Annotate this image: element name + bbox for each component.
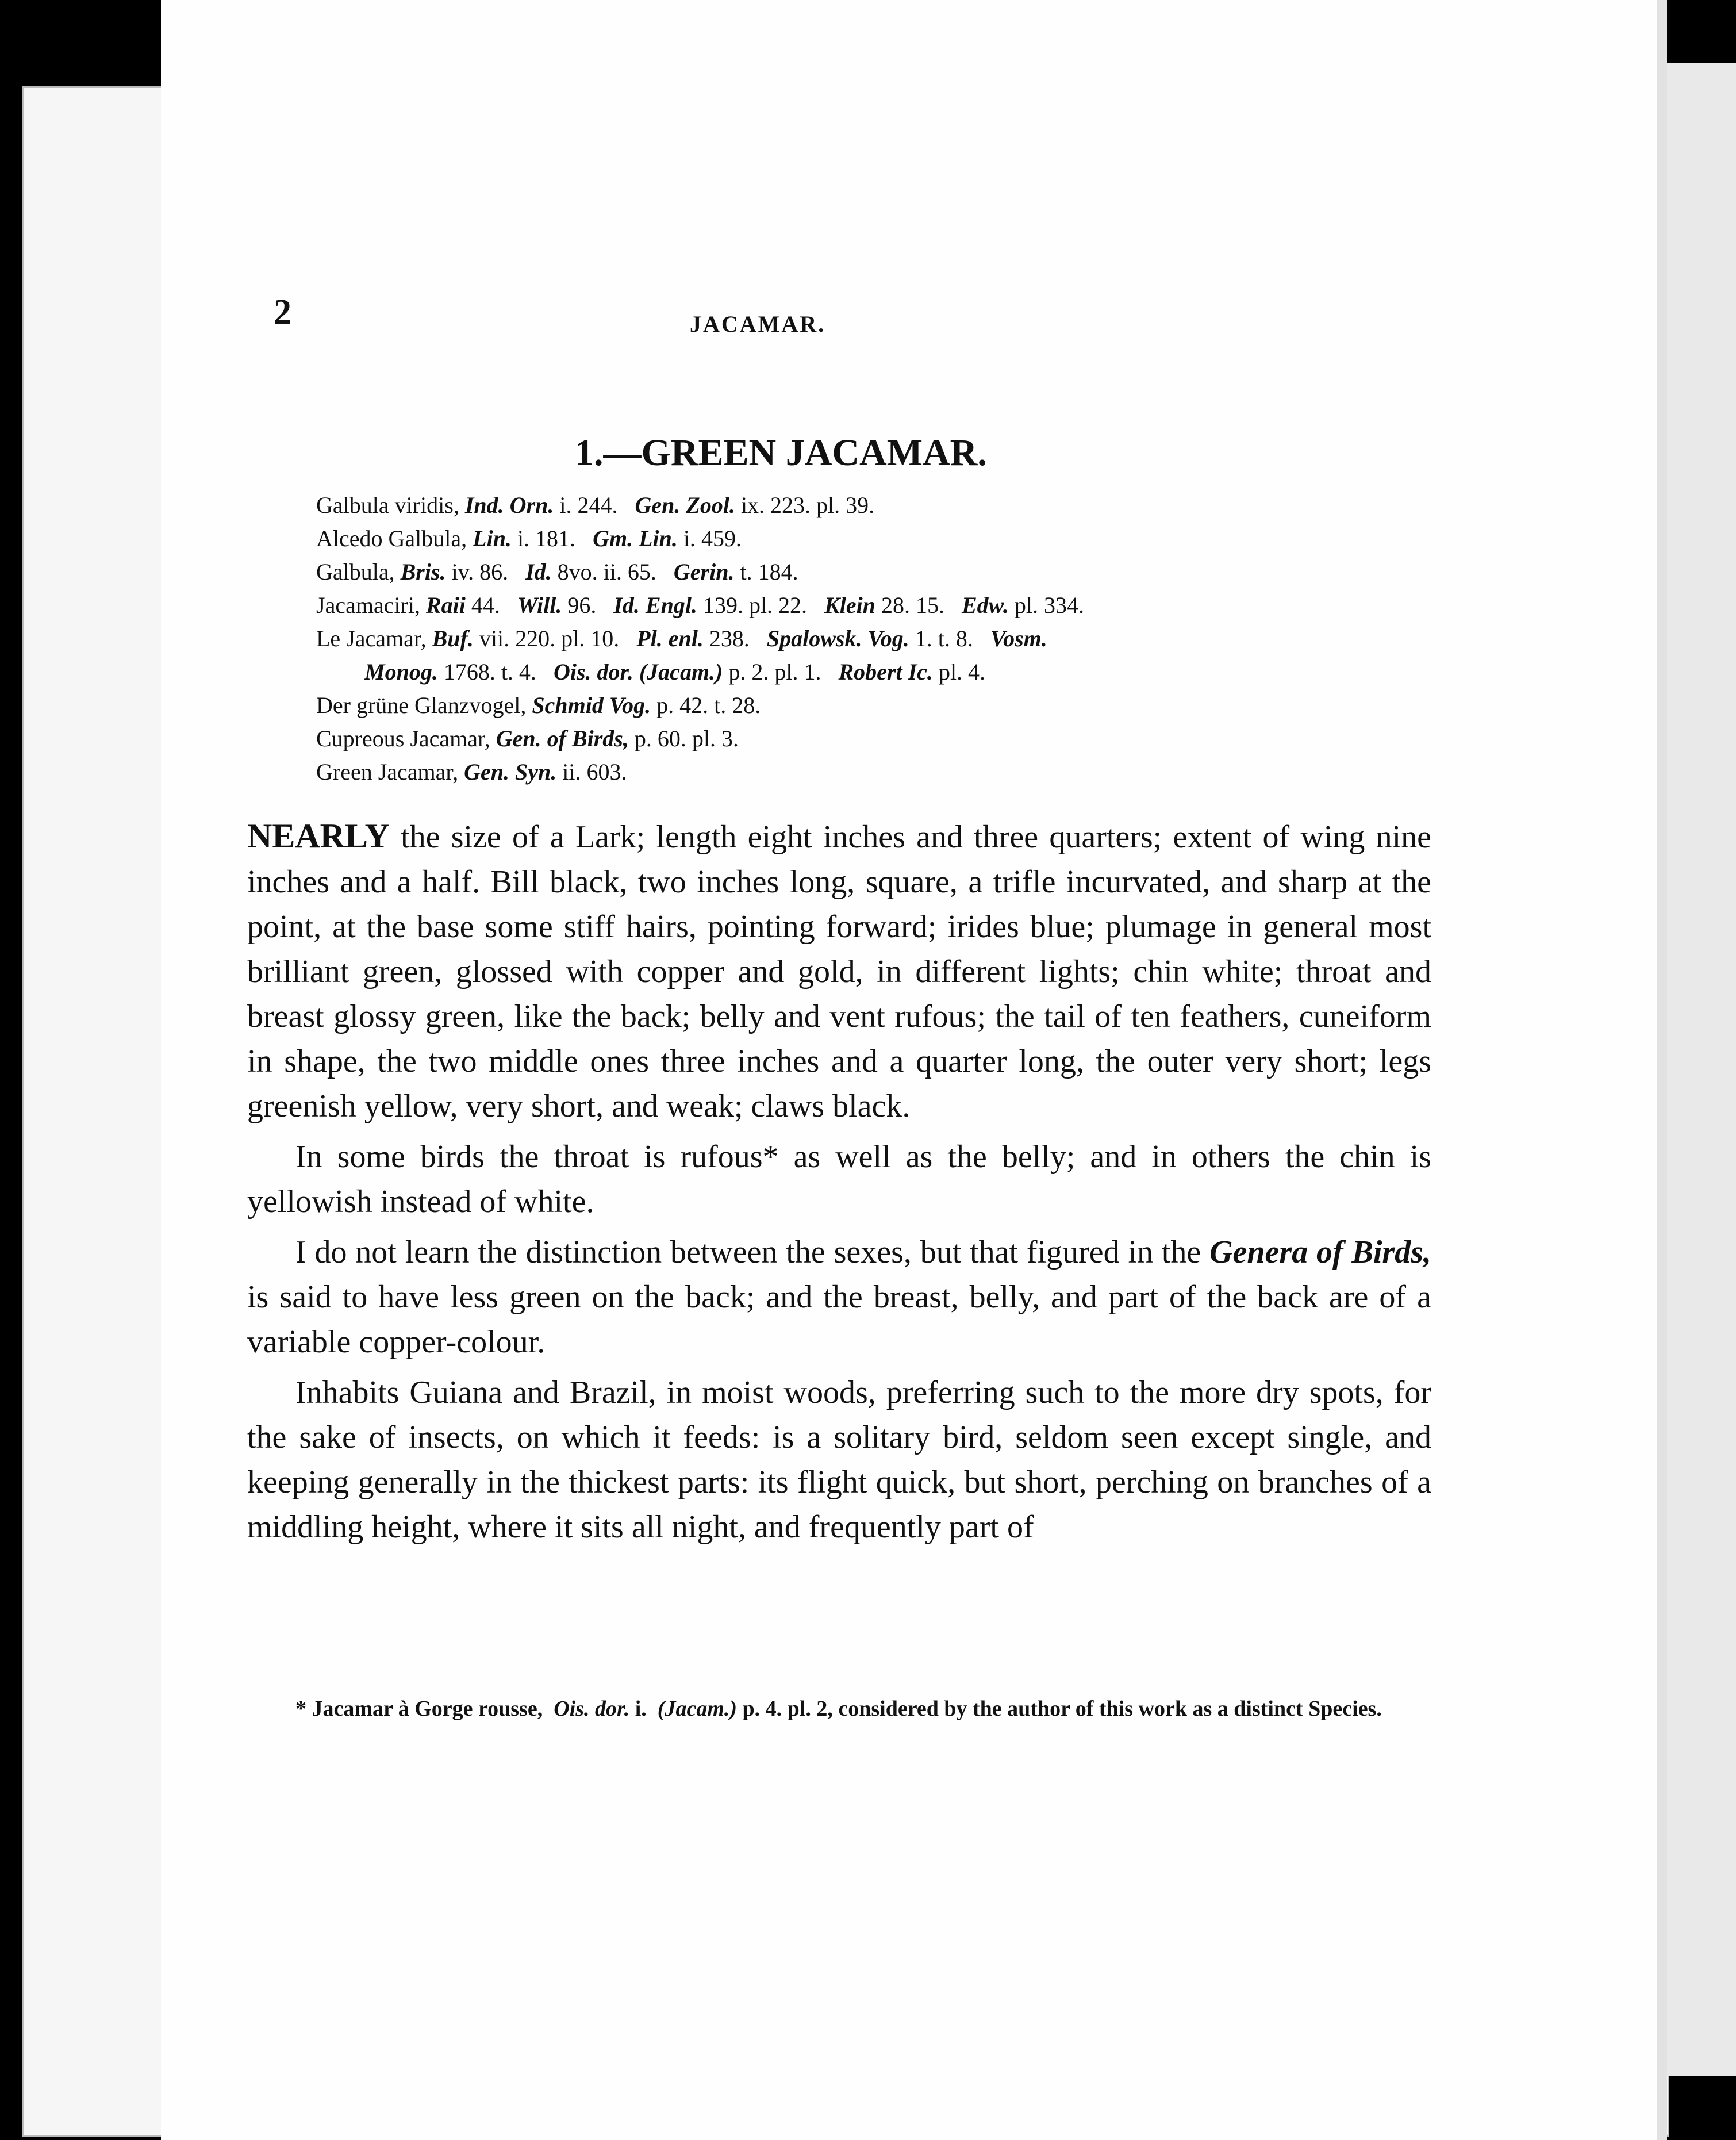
footnote-text: p. 4. pl. 2, considered by the author of this work as a distinct Species. bbox=[742, 1697, 1382, 1721]
paragraph-text: I do not learn the distinction between the sexes, but that figured in the bbox=[295, 1234, 1201, 1270]
synonym-ref: Vosm. bbox=[990, 626, 1047, 651]
synonym-ref: Gen. Syn. bbox=[464, 759, 557, 785]
synonym-cite: ix. 223. pl. 39. bbox=[740, 492, 875, 518]
synonym-cite: t. 184. bbox=[740, 559, 798, 585]
synonym-name: Cupreous Jacamar, bbox=[316, 726, 490, 751]
paragraph-text: the size of a Lark; length eight inches and three quarters; extent of wing nine inches and a half. Bill black, two inches long, square, a trifle incurvated, and sharp at the point, at the base some stiff hairs, pointing forward; irides blue; plumage in general most brilliant green, glossed with copper and gold, in different lights; chin white; throat and breast glossy green, like the back; belly and vent rufous; the tail of ten feathers, cuneiform in shape, the two middle ones three inches and a quarter long, the outer very short; legs greenish yellow, very short, and weak; claws black. bbox=[247, 819, 1432, 1124]
paragraph-habitat bbox=[247, 1370, 1431, 1550]
synonym-ref: Id. bbox=[525, 559, 552, 585]
synonym-ref: Ois. dor. (Jacam.) bbox=[553, 659, 723, 685]
synonym-cite: ii. 603. bbox=[562, 759, 627, 785]
synonym-ref: Raii bbox=[426, 592, 466, 618]
description-text bbox=[247, 814, 1431, 1555]
synonym-ref: Schmid Vog. bbox=[532, 692, 651, 718]
synonym-ref: Gerin. bbox=[673, 559, 735, 585]
synonym-line bbox=[316, 589, 1431, 622]
synonym-cite: 28. 15. bbox=[881, 592, 944, 618]
synonym-line bbox=[316, 755, 1431, 789]
synonym-name: Der grüne Glanzvogel, bbox=[316, 692, 527, 718]
synonym-cite: pl. 4. bbox=[938, 659, 986, 685]
synonym-cite: p. 42. t. 28. bbox=[656, 692, 761, 718]
synonym-cite: 139. pl. 22. bbox=[702, 592, 808, 618]
paragraph-varieties bbox=[247, 1134, 1431, 1224]
synonym-cite: vii. 220. pl. 10. bbox=[479, 626, 620, 651]
gutter-shadow bbox=[1657, 0, 1667, 2140]
footnote-text: * Jacamar à Gorge rousse, bbox=[295, 1697, 543, 1721]
paragraph-text: Inhabits Guiana and Brazil, in moist woods, preferring such to the more dry spots, for the sake of insects, on which it feeds: is a solitary bird, seldom seen except single, and keeping generally in the thickest parts: its flight quick, but short, perching on branches of a middling height, where it sits all night, and frequently part of bbox=[247, 1375, 1431, 1545]
synonym-ref: Pl. enl. bbox=[636, 626, 704, 651]
synonym-cite: i. 181. bbox=[517, 526, 576, 551]
synonym-cite: i. 459. bbox=[683, 526, 742, 551]
synonym-ref: Buf. bbox=[432, 626, 474, 651]
synonym-cite: 96. bbox=[567, 592, 597, 618]
synonym-ref: Edw. bbox=[961, 592, 1009, 618]
synonym-cite: 238. bbox=[709, 626, 750, 651]
synonym-cite: iv. 86. bbox=[451, 559, 509, 585]
synonym-ref: Robert Ic. bbox=[838, 659, 933, 685]
synonym-line bbox=[316, 655, 1431, 689]
synonym-ref: Klein bbox=[824, 592, 875, 618]
synonym-cite: pl. 334. bbox=[1014, 592, 1084, 618]
paragraph-description bbox=[247, 814, 1431, 1129]
synonym-line bbox=[316, 489, 1431, 522]
synonym-ref: Bris. bbox=[400, 559, 446, 585]
footnote-italic: (Jacam.) bbox=[657, 1697, 738, 1721]
synonym-cite: 1. t. 8. bbox=[915, 626, 973, 651]
synonym-name: Green Jacamar, bbox=[316, 759, 459, 785]
synonym-name: Le Jacamar, bbox=[316, 626, 427, 651]
synonym-ref: Gen. Zool. bbox=[635, 492, 735, 518]
synonym-ref: Lin. bbox=[473, 526, 512, 551]
synonym-ref: Ind. Orn. bbox=[464, 492, 554, 518]
synonym-line bbox=[316, 622, 1431, 655]
synonym-line bbox=[316, 522, 1431, 555]
synonym-ref: Gm. Lin. bbox=[593, 526, 678, 551]
synonym-name: Alcedo Galbula, bbox=[316, 526, 467, 551]
synonym-ref: Will. bbox=[517, 592, 562, 618]
synonym-line bbox=[316, 689, 1431, 722]
synonym-cite: 8vo. ii. 65. bbox=[557, 559, 656, 585]
synonym-ref: Id. Engl. bbox=[613, 592, 697, 618]
synonym-ref: Monog. bbox=[364, 659, 438, 685]
footnote-italic: Ois. dor. bbox=[554, 1697, 630, 1721]
running-head: JACAMAR. bbox=[690, 311, 826, 337]
species-title: 1.—GREEN JACAMAR. bbox=[575, 432, 987, 474]
synonym-cite: 44. bbox=[471, 592, 500, 618]
synonym-name: Jacamaciri, bbox=[316, 592, 420, 618]
paragraph-sexes bbox=[247, 1230, 1431, 1364]
paragraph-text: In some birds the throat is rufous* as well as the belly; and in others the chin is yellowish instead of white. bbox=[247, 1139, 1431, 1219]
synonym-ref: Spalowsk. Vog. bbox=[766, 626, 909, 651]
synonym-ref: Gen. of Birds, bbox=[496, 726, 629, 751]
synonym-cite: i. 244. bbox=[559, 492, 618, 518]
lead-word: NEARLY bbox=[247, 817, 390, 855]
synonymy-list bbox=[316, 489, 1431, 789]
page-number: 2 bbox=[274, 293, 291, 332]
italic-title: Genera of Birds, bbox=[1209, 1234, 1432, 1270]
synonym-cite: p. 2. pl. 1. bbox=[728, 659, 821, 685]
synonym-cite: p. 60. pl. 3. bbox=[634, 726, 739, 751]
footnote-text: i. bbox=[635, 1697, 647, 1721]
footnote bbox=[247, 1693, 1431, 1724]
adjacent-page-edge bbox=[1667, 63, 1736, 2076]
paragraph-text: is said to have less green on the back; and the breast, belly, and part of the back are of a variable copper-colour. bbox=[247, 1279, 1431, 1360]
synonym-line bbox=[316, 722, 1431, 755]
synonym-name: Galbula, bbox=[316, 559, 395, 585]
synonym-name: Galbula viridis, bbox=[316, 492, 459, 518]
synonym-line bbox=[316, 555, 1431, 589]
synonym-cite: 1768. t. 4. bbox=[443, 659, 536, 685]
